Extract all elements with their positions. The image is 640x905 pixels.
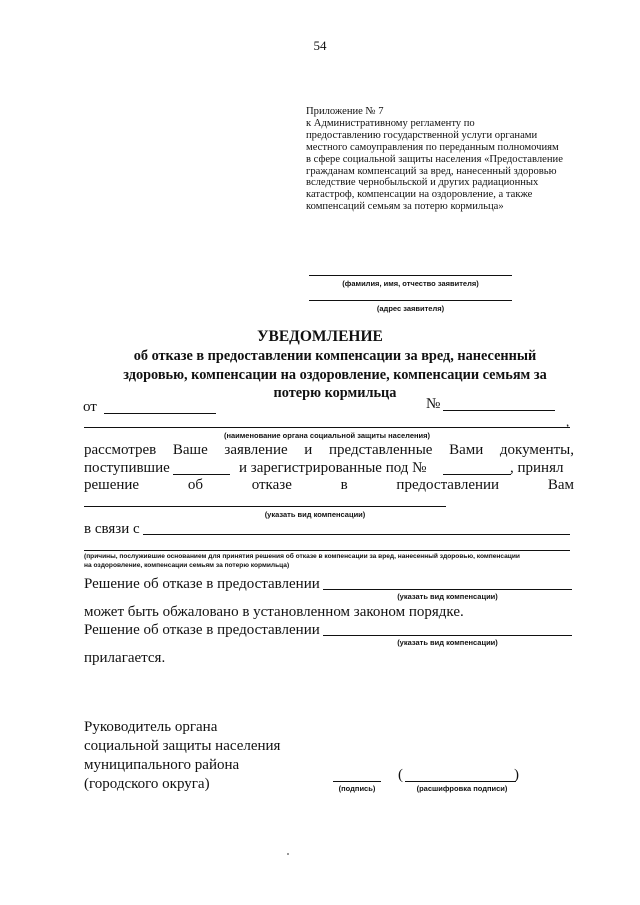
reason-line-2[interactable] (84, 550, 570, 551)
registration-number-line[interactable] (443, 474, 511, 475)
close-paren: ) (514, 767, 519, 783)
open-paren: ( (398, 767, 403, 783)
body-word: заявление (224, 442, 288, 458)
annex-line: катастроф, компенсации на оздоровление, а также (306, 189, 533, 201)
notice-subtitle: об отказе в предоставлении компенсации за вред, нанесенный здоровью, компенсации на оздоровление, компенсации семьям за потерю кормильца (123, 348, 547, 401)
body-word: в (340, 477, 348, 493)
signature-line[interactable] (333, 781, 381, 782)
appeal-text: может быть обжаловано в установленном законом порядке. (84, 604, 464, 620)
signature-caption: (подпись) (338, 784, 376, 793)
applicant-name-caption: (фамилия, имя, отчество заявителя) (342, 279, 479, 288)
attached-text: прилагается. (84, 650, 166, 666)
decision-2-caption: (указать вид компенсации) (397, 638, 498, 647)
reason-caption (84, 553, 520, 570)
received-label: поступившие (84, 460, 170, 476)
annex-line: к Административному регламенту по (306, 117, 475, 129)
signatory-title (84, 718, 280, 794)
applicant-name-line[interactable] (309, 275, 512, 276)
reason-caption-line: на оздоровление, компенсации семьям за потерю кормильца) (84, 561, 290, 569)
scan-speck (287, 853, 289, 855)
organ-line[interactable] (84, 427, 570, 428)
signatory-line: социальной защиты населения (84, 738, 281, 754)
body-word: решение (84, 477, 140, 493)
body-word: отказе (251, 477, 292, 493)
decision-2-label: Решение об отказе в предоставлении (84, 622, 320, 638)
applicant-address-caption: (адрес заявителя) (376, 304, 445, 313)
reason-line[interactable] (143, 534, 570, 535)
signatory-line: муниципального района (84, 757, 240, 773)
decision-2-line[interactable] (323, 635, 572, 636)
decision-1-label: Решение об отказе в предоставлении (84, 576, 320, 592)
registered-label: и зарегистрированные под № (239, 460, 427, 476)
body-word: Вам (547, 477, 574, 493)
body-line-1 (84, 442, 574, 459)
decision-1-line[interactable] (323, 589, 572, 590)
number-label: № (426, 396, 441, 412)
notice-number-line[interactable] (443, 410, 555, 411)
compensation-type-caption: (указать вид компенсации) (264, 510, 366, 519)
page-number: 54 (313, 38, 327, 53)
date-line[interactable] (104, 413, 216, 414)
annex-line: предоставлению государственной услуги органами (306, 129, 538, 141)
body-line-3 (84, 477, 574, 494)
body-word: Ваше (172, 442, 208, 458)
body-word: предоставлении (396, 477, 500, 493)
body-word: об (187, 477, 203, 493)
annex-line: гражданам компенсаций за вред, нанесенный здоровью (306, 165, 557, 177)
reason-label: в связи с (84, 521, 140, 537)
annex-line: компенсаций семьям за потерю кормильца» (306, 201, 504, 213)
decided-label: , принял (510, 460, 564, 476)
signatory-line: Руководитель органа (84, 719, 218, 735)
from-label: от (83, 399, 97, 415)
comma: , (566, 414, 570, 429)
signature-decode-line[interactable] (405, 781, 516, 782)
signature-decode-caption: (расшифровка подписи) (416, 784, 508, 793)
annex-line: вследствие чернобыльской и других радиационных (306, 177, 539, 189)
body-word: рассмотрев (84, 442, 157, 458)
body-word: Вами (449, 442, 484, 458)
annex-line: в сфере социальной защиты населения «Предоставление (306, 153, 563, 165)
notice-title: УВЕДОМЛЕНИЕ (257, 328, 383, 345)
received-date-line[interactable] (173, 474, 230, 475)
annex-note (306, 106, 606, 213)
body-word: и (304, 442, 313, 458)
annex-line: местного самоуправления по переданным полномочиям (306, 141, 559, 153)
reason-caption-line: (причины, послужившие основанием для принятия решения об отказе в компенсации за вред, нанесенный здоровью, компенсации (84, 553, 520, 560)
annex-line: Приложение № 7 (306, 106, 384, 117)
organ-caption: (наименование органа социальной защиты населения) (223, 431, 431, 440)
body-word: представленные (328, 442, 433, 458)
decision-1-caption: (указать вид компенсации) (397, 592, 498, 601)
signatory-line: (городского округа) (84, 776, 210, 792)
compensation-type-line[interactable] (84, 506, 446, 507)
applicant-address-line[interactable] (309, 300, 512, 301)
body-word: документы, (499, 442, 574, 458)
